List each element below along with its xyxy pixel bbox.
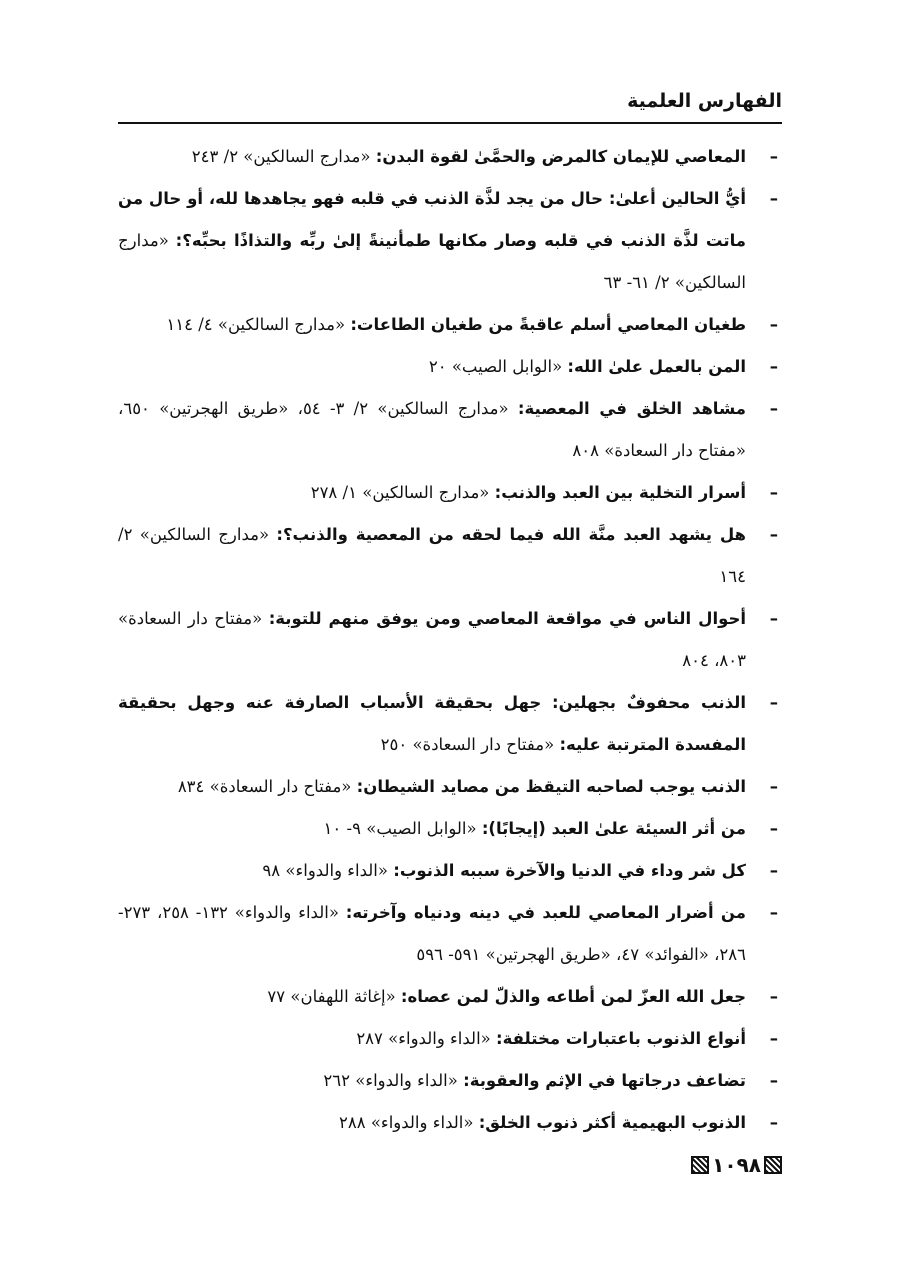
entry-reference: «الداء والدواء» ١٣٢- ٢٥٨، ٢٧٣- ٢٨٦، «الفوائد» ٤٧، «طريق الهجرتين» ٥٩١- ٥٩٦ (118, 903, 746, 964)
entry-topic: من أضرار المعاصي للعبد في دينه ودنياه وآخرته: (345, 903, 746, 922)
entry-dash: – (769, 777, 778, 796)
entry-dash: – (769, 147, 778, 166)
index-entry (118, 976, 782, 1018)
index-entry (118, 808, 782, 850)
entry-reference: «مدارج السالكين» ٤/ ١١٤ (166, 315, 346, 334)
entry-dash: – (769, 819, 778, 838)
entry-topic: أيُّ الحالين أعلىٰ: حال من يجد لذَّة الذنب في قلبه فهو يجاهدها لله، أو حال من ماتت لذَّة الذنب في قلبه وصار مكانها طمأنينةً إلىٰ ربِّه والتذاذًا بحبِّه؟: (118, 189, 746, 250)
entry-topic: أسرار التخلية بين العبد والذنب: (494, 483, 746, 502)
index-entry-list (118, 136, 782, 1144)
entry-topic: تضاعف درجاتها في الإثم والعقوبة: (463, 1071, 746, 1090)
entry-reference: «إغاثة اللهفان» ٧٧ (267, 987, 396, 1006)
index-entry (118, 346, 782, 388)
entry-reference: «مدارج السالكين» ٢/ ٦١- ٦٣ (118, 231, 746, 292)
entry-dash: – (769, 189, 778, 208)
index-entry (118, 1060, 782, 1102)
entry-reference: «الوابل الصيب» ٩- ١٠ (323, 819, 477, 838)
index-entry (118, 304, 782, 346)
page-number: ١٠٩٨ (712, 1153, 761, 1177)
index-entry (118, 388, 782, 472)
index-entry (118, 892, 782, 976)
entry-reference: «مدارج السالكين» ٢/ ٢٤٣ (191, 147, 371, 166)
entry-reference: «الداء والدواء» ٢٨٨ (339, 1113, 474, 1132)
entry-reference: «مدارج السالكين» ٢/ ٣- ٥٤، «طريق الهجرتين» ٦٥٠، «مفتاح دار السعادة» ٨٠٨ (118, 399, 746, 460)
entry-reference: «الداء والدواء» ٢٦٢ (323, 1071, 458, 1090)
entry-dash: – (769, 987, 778, 1006)
entry-topic: طغيان المعاصي أسلم عاقبةً من طغيان الطاعات: (350, 315, 746, 334)
entry-reference: «مفتاح دار السعادة» ٢٥٠ (380, 735, 555, 754)
index-entry (118, 598, 782, 682)
entry-topic: أحوال الناس في مواقعة المعاصي ومن يوفق منهم للتوبة: (268, 609, 746, 628)
entry-dash: – (769, 693, 778, 712)
index-entry (118, 514, 782, 598)
entry-dash: – (769, 525, 778, 544)
entry-dash: – (769, 1113, 778, 1132)
entry-dash: – (769, 1071, 778, 1090)
index-entry (118, 472, 782, 514)
index-entry (118, 850, 782, 892)
entry-topic: الذنب محفوفٌ بجهلين: جهل بحقيقة الأسباب الصارفة عنه وجهل بحقيقة المفسدة المترتبة عليه: (118, 693, 746, 754)
book-page (118, 0, 782, 1272)
ornament-icon (691, 1156, 709, 1174)
entry-topic: جعل الله العزّ لمن أطاعه والذلّ لمن عصاه: (400, 987, 746, 1006)
index-entry (118, 1102, 782, 1144)
entry-topic: المن بالعمل علىٰ الله: (567, 357, 746, 376)
entry-reference: «مدارج السالكين» ١/ ٢٧٨ (310, 483, 490, 502)
entry-reference: «الوابل الصيب» ٢٠ (428, 357, 563, 376)
entry-topic: هل يشهد العبد منَّة الله فيما لحقه من المعصية والذنب؟: (276, 525, 746, 544)
header-rule (118, 122, 782, 124)
index-entry (118, 682, 782, 766)
entry-reference: «مفتاح دار السعادة» ٨٠٣، ٨٠٤ (118, 609, 746, 670)
ornament-icon (764, 1156, 782, 1174)
entry-dash: – (769, 609, 778, 628)
entry-dash: – (769, 483, 778, 502)
entry-topic: الذنوب البهيمية أكثر ذنوب الخلق: (478, 1113, 746, 1132)
entry-topic: المعاصي للإيمان كالمرض والحمَّىٰ لقوة البدن: (375, 147, 746, 166)
entry-dash: – (769, 315, 778, 334)
entry-topic: كل شر وداء في الدنيا والآخرة سببه الذنوب: (393, 861, 746, 880)
running-header: الفهارس العلمية (627, 90, 782, 112)
index-entry (118, 136, 782, 178)
index-entry (118, 1018, 782, 1060)
entry-topic: أنواع الذنوب باعتبارات مختلفة: (496, 1029, 746, 1048)
entry-topic: الذنب يوجب لصاحبه التيقظ من مصايد الشيطان: (356, 777, 746, 796)
entry-reference: «مفتاح دار السعادة» ٨٣٤ (177, 777, 352, 796)
entry-dash: – (769, 357, 778, 376)
entry-reference: «مدارج السالكين» ٢/ ١٦٤ (118, 525, 746, 586)
entry-dash: – (769, 903, 778, 922)
index-entry (118, 178, 782, 304)
entry-topic: مشاهد الخلق في المعصية: (517, 399, 746, 418)
entry-dash: – (769, 1029, 778, 1048)
entry-reference: «الداء والدواء» ٢٨٧ (356, 1029, 491, 1048)
index-entry (118, 766, 782, 808)
entry-reference: «الداء والدواء» ٩٨ (262, 861, 388, 880)
entry-topic: من أثر السيئة علىٰ العبد (إيجابًا): (481, 819, 746, 838)
entry-dash: – (769, 861, 778, 880)
page-number-block (691, 1152, 782, 1178)
entry-dash: – (769, 399, 778, 418)
